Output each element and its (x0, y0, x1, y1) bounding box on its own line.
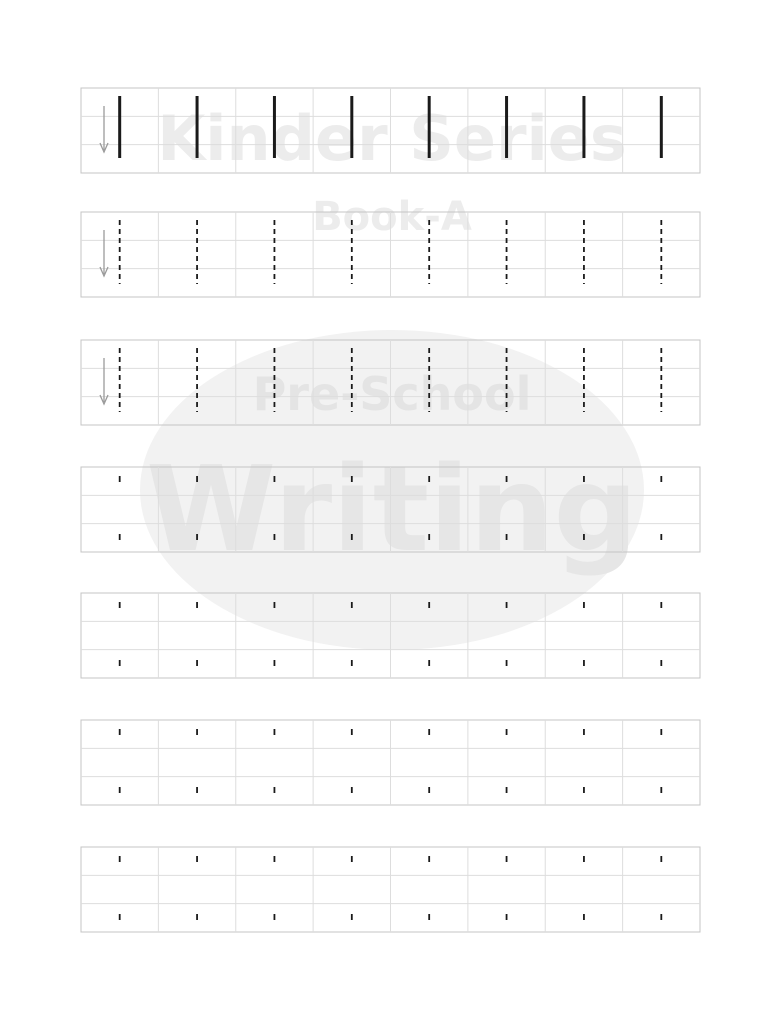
watermark-book-label: Book-A (312, 194, 472, 240)
practice-row (81, 593, 700, 678)
watermark (140, 102, 644, 650)
watermark-series-title: Kinder Series (157, 102, 627, 175)
practice-row (81, 720, 700, 805)
practice-row (81, 212, 700, 297)
watermark-subject-main: Writing (145, 440, 639, 578)
watermark-subject-top: Pre-School (252, 367, 532, 421)
practice-row (81, 847, 700, 932)
